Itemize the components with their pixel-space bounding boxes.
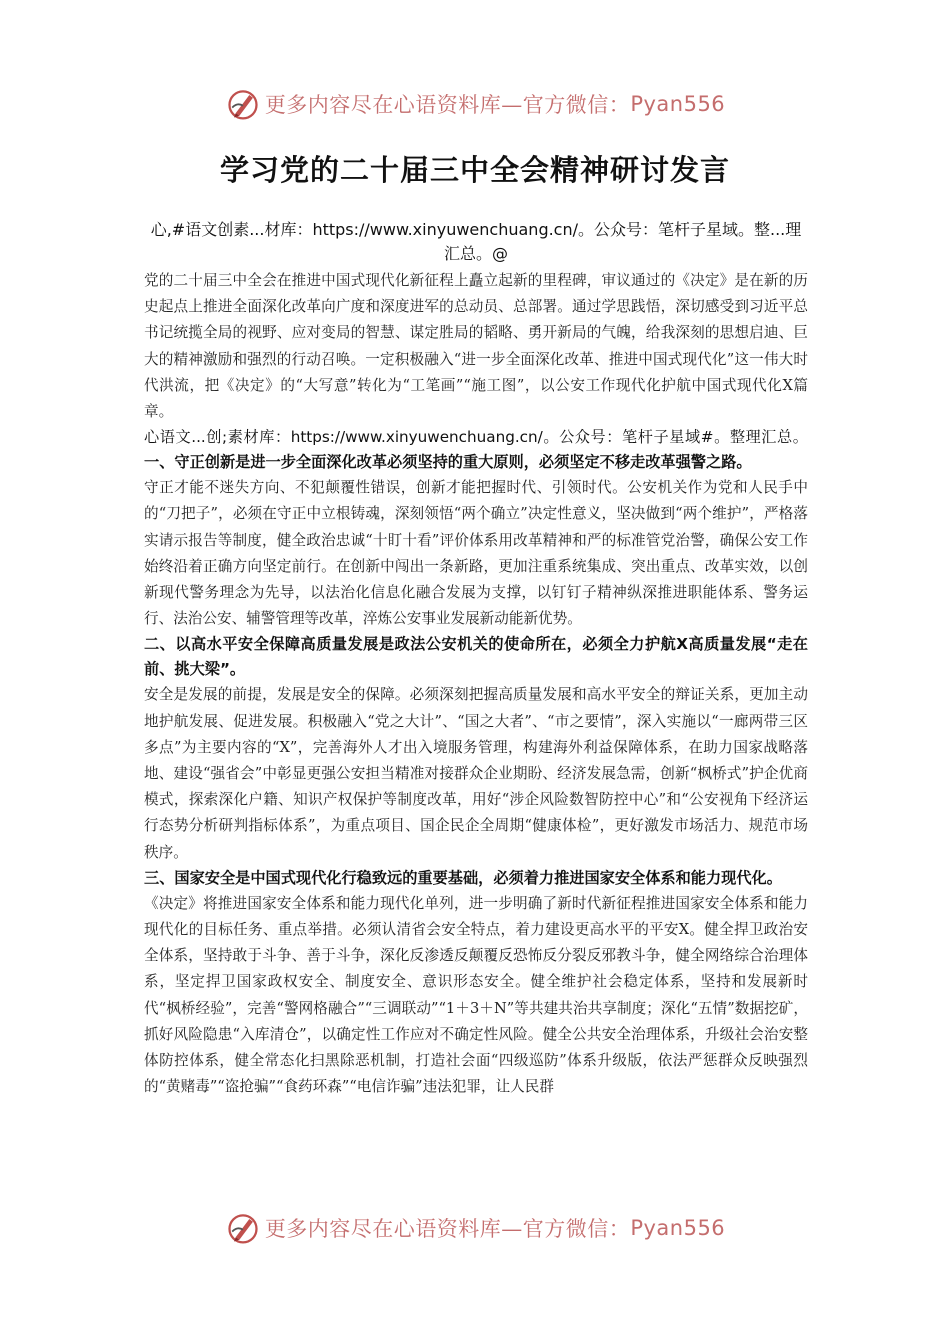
pen-logo-icon bbox=[225, 86, 261, 122]
banner-wechat-id: Pyan556 bbox=[630, 1216, 726, 1240]
header-watermark-banner bbox=[0, 82, 950, 126]
banner-wechat-id: Pyan556 bbox=[630, 92, 726, 116]
banner-text: 更多内容尽在心语资料库—官方微信： bbox=[264, 93, 631, 117]
source-intro-line: 心,#语文创素...材库：https://www.xinyuwenchuang.cn/。公众号：笔杆子星域。整...理汇总。@ bbox=[150, 220, 802, 263]
heading-one: 一、守正创新是进一步全面深化改革必须坚持的重大原则，必须坚定不移走改革强警之路。 bbox=[144, 453, 752, 472]
source-line-with-heading bbox=[144, 425, 808, 475]
banner-text: 更多内容尽在心语资料库—官方微信： bbox=[264, 1217, 631, 1241]
pen-logo-icon bbox=[225, 1210, 261, 1246]
document-body bbox=[144, 218, 808, 1100]
paragraph-intro: 党的二十届三中全会在推进中国式现代化新征程上矗立起新的里程碑，审议通过的《决定》是在新的历史起点上推进全面深化改革向广度和深度进军的总动员、总部署。通过学思践悟，深切感受到习近平总书记统揽全局的视野、应对变局的智慧、谋定胜局的韬略、勇开新局的气魄，给我深刻的思想启迪、巨大的精神激励和强烈的行动召唤。一定积极融入“进一步全面深化改革、推进中国式现代化”这一伟大时代洪流，把《决定》的“大写意”转化为“工笔画”“施工图”，以公安工作现代化护航中国式现代化X篇章。 bbox=[144, 272, 808, 421]
paragraph-three: 《决定》将推进国家安全体系和能力现代化单列，进一步明确了新时代新征程推进国家安全体系和能力现代化的目标任务、重点举措。必须认清省会安全特点，着力建设更高水平的平安X。健全捍卫政治安全体系，坚持敢于斗争、善于斗争，深化反渗透反颠覆反恐怖反分裂反邪教斗争，健全网络综合治理体系，坚定捍卫国家政权安全、制度安全、意识形态安全。健全维护社会稳定体系，坚持和发展新时代“枫桥经验”，完善“警网格融合”“三调联动”“1＋3＋N”等共建共治共享制度；深化“五情”数据挖矿，抓好风险隐患“入库清仓”，以确定性工作应对不确定性风险。健全公共安全治理体系，升级社会治安整体防控体系，健全常态化扫黑除恶机制，打造社会面“四级巡防”体系升级版，依法严惩群众反映强烈的“黄赌毒”“盗抢骗”“食药环森”“电信诈骗”违法犯罪，让人民群 bbox=[144, 894, 808, 1096]
paragraph-one: 守正才能不迷失方向、不犯颠覆性错误，创新才能把握时代、引领时代。公安机关作为党和人民手中的“刀把子”，必须在守正中立根铸魂，深刻领悟“两个确立”决定性意义，坚决做到“两个维护”，严格落实请示报告等制度，健全政治忠诚“十盯十看”评价体系用改革精神和严的标准管党治警，确保公安工作始终沿着正确方向坚定前行。在创新中闯出一条新路，更加注重系统集成、突出重点、改革实效，以创新现代警务理念为先导，以法治化信息化融合发展为支撑，以钉钉子精神纵深推进职能体系、警务运行、法治公安、辅警管理等改革，淬炼公安事业发展新动能新优势。 bbox=[144, 479, 808, 628]
footer-watermark-banner bbox=[0, 1206, 950, 1250]
paragraph-two: 安全是发展的前提，发展是安全的保障。必须深刻把握高质量发展和高水平安全的辩证关系，更加主动地护航发展、促进发展。积极融入“党之大计”、“国之大者”、“市之要情”，深入实施以“一廊两带三区多点”为主要内容的“X”，完善海外人才出入境服务管理，构建海外利益保障体系，在助力国家战略落地、建设“强省会”中彰显更强公安担当精准对接群众企业期盼、经济发展急需，创新“枫桥式”护企优商模式，探索深化户籍、知识产权保护等制度改革，用好“涉企风险数智防控中心”和“公安视角下经济运行态势分析研判指标体系”，为重点项目、国企民企全周期“健康体检”，更好激发市场活力、规范市场秩序。 bbox=[144, 686, 808, 861]
document-title: 学习党的二十届三中全会精神研讨发言 bbox=[219, 153, 730, 187]
heading-three: 三、国家安全是中国式现代化行稳致远的重要基础，必须着力推进国家安全体系和能力现代化。 bbox=[144, 868, 782, 887]
source-line: 心语文...创;素材库：https://www.xinyuwenchuang.cn/。公众号：笔杆子星域#。整理汇总。 bbox=[144, 428, 808, 447]
heading-two: 二、以高水平安全保障高质量发展是政法公安机关的使命所在，必须全力护航X高质量发展“走在前、挑大梁”。 bbox=[144, 635, 808, 679]
